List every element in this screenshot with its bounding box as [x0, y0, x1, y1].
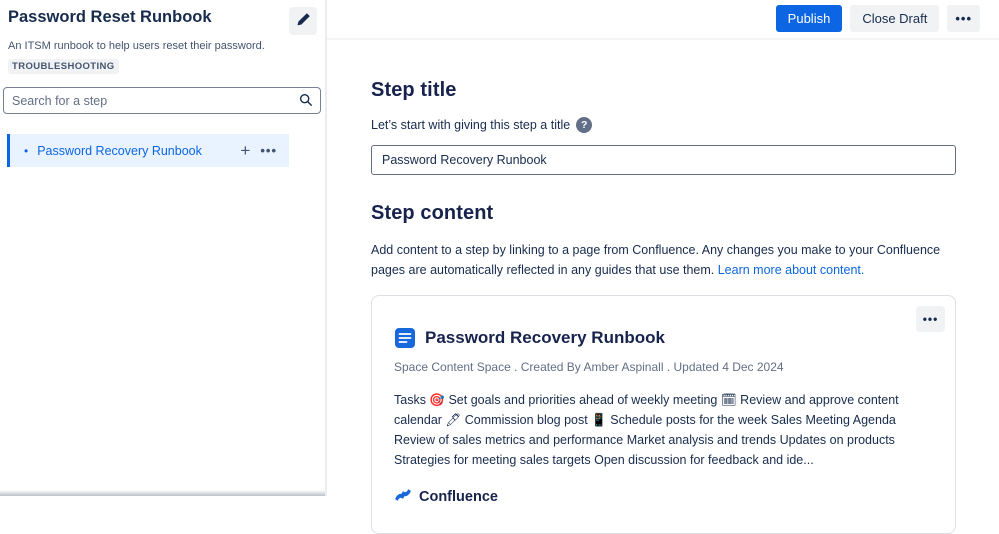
step-search-input[interactable]: [3, 87, 321, 114]
card-title-row: [394, 327, 931, 349]
confluence-logo-icon: [394, 486, 412, 509]
card-page-title[interactable]: Password Recovery Runbook: [425, 327, 665, 347]
toolbar-more-icon[interactable]: •••: [947, 5, 980, 32]
main-panel: [327, 0, 999, 505]
runbook-title: Password Reset Runbook: [8, 8, 212, 26]
confluence-page-card[interactable]: [371, 295, 956, 534]
publish-button[interactable]: Publish: [776, 5, 843, 32]
close-draft-button[interactable]: Close Draft: [850, 5, 939, 32]
step-title-helper-text: Let’s start with giving this step a title: [371, 118, 571, 132]
sidebar-step-item[interactable]: [7, 134, 289, 167]
provider-row: [394, 486, 931, 509]
step-content-description-text: Add content to a step by linking to a page from Confluence. Any changes you make to your Confluence pages are automatically reflected in any guides that use them.: [371, 243, 941, 278]
search-icon: [299, 93, 313, 112]
step-title-heading: Step title: [371, 79, 457, 101]
step-bullet: •: [24, 143, 29, 158]
category-badge: TROUBLESHOOTING: [8, 59, 119, 74]
runbook-description: An ITSM runbook to help users reset their password.: [8, 40, 265, 52]
learn-more-link[interactable]: Learn more about content.: [717, 263, 865, 278]
sidebar-header: [0, 0, 325, 35]
card-more-icon[interactable]: •••: [916, 306, 945, 332]
pencil-icon: [296, 12, 311, 30]
step-more-icon[interactable]: •••: [256, 144, 281, 157]
help-icon[interactable]: ?: [576, 117, 592, 133]
card-excerpt: Tasks 🎯 Set goals and priorities ahead of weekly meeting 🗓 Review and approve content calendar 🖊 Commission blog post 📱 Schedule posts for the week Sales Meeting Agenda Review of sales metrics and performance Market analysis and trends Updates on products Strategies for meeting sales targets Open discussion for feedback and ide...: [394, 392, 899, 467]
step-editor-content: [327, 40, 999, 534]
step-title-helper-row: [371, 117, 956, 133]
provider-name: Confluence: [419, 489, 498, 505]
page-document-icon: [394, 327, 416, 349]
step-content-description: [371, 240, 956, 281]
step-title-input[interactable]: [371, 145, 956, 175]
step-search: [3, 87, 321, 114]
add-step-button[interactable]: +: [234, 142, 256, 159]
card-meta: Space Content Space . Created By Amber Aspinall . Updated 4 Dec 2024: [394, 359, 784, 374]
step-label[interactable]: Password Recovery Runbook: [37, 143, 202, 158]
runbook-sidebar: [0, 0, 327, 496]
editor-toolbar: [327, 0, 999, 40]
step-content-heading: Step content: [371, 202, 494, 224]
edit-runbook-button[interactable]: [289, 7, 317, 35]
